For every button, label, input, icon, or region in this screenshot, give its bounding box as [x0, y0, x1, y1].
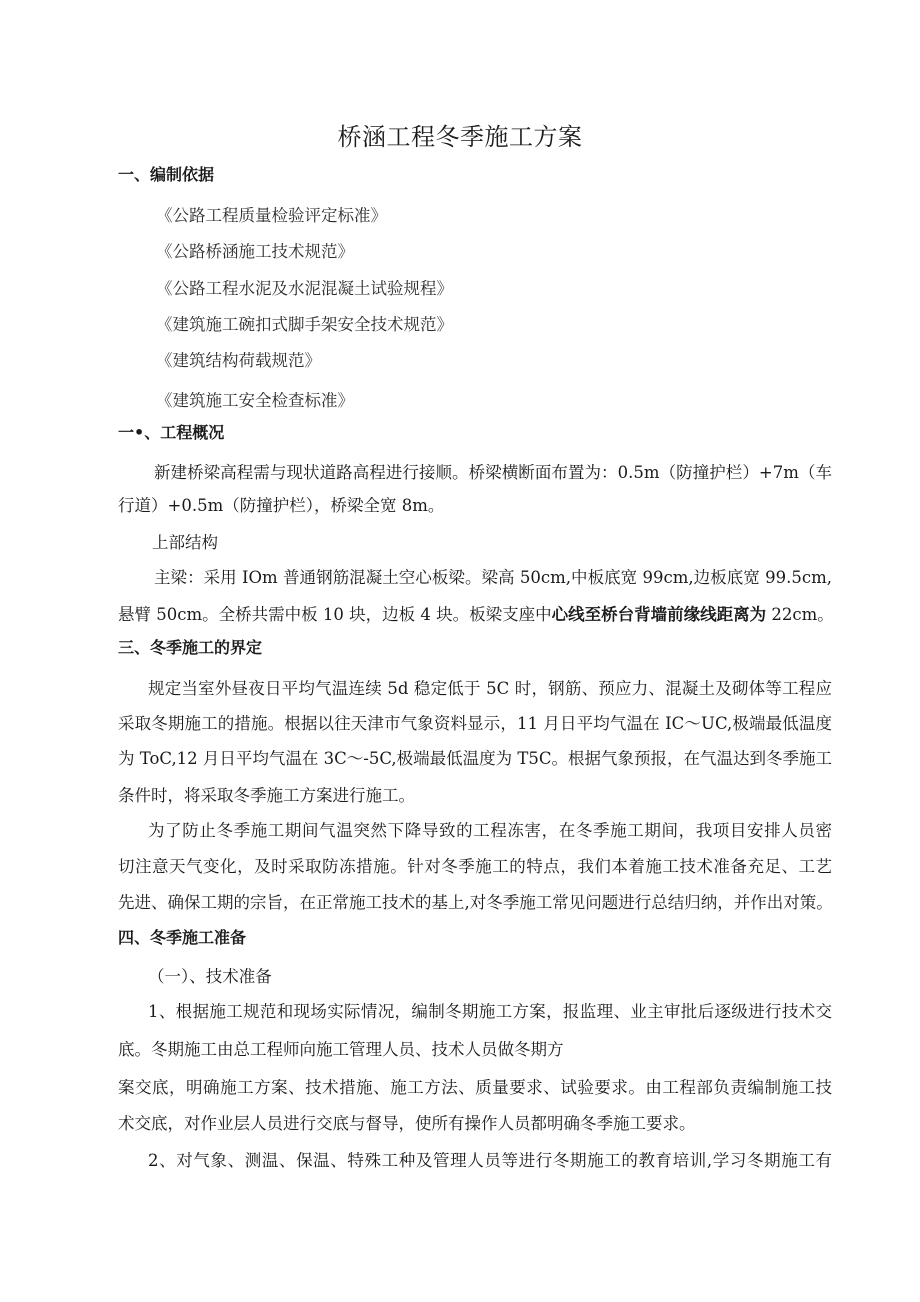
paragraph-line: 术交底，对作业层人员进行交底与督导，使所有操作人员都明确冬季施工要求。: [118, 1114, 696, 1133]
paragraph-line: 规定当室外昼夜日平均气温连续 5d 稳定低于 5C 时，钢筋、预应力、混凝土及砌体等工程应: [148, 679, 832, 698]
paragraph-text: 悬臂 50cm。全桥共需中板 10 块，边板 4 块。板梁支座中: [118, 605, 552, 624]
section-heading-definition: 三、冬季施工的界定: [118, 638, 263, 657]
reference-item: 《建筑施工安全检查标准》: [156, 391, 354, 410]
paragraph-text: 22cm。: [766, 605, 834, 624]
paragraph-line: 采取冬期施工的措施。根据以往天津市气象资料显示，11 月日平均气温在 IC～UC,极端最低温度: [118, 714, 832, 733]
sub-heading-upper-structure: 上部结构: [152, 533, 218, 552]
paragraph-line: 1、根据施工规范和现场实际情况，编制冬期施工方案，报监理、业主审批后逐级进行技术交: [148, 1002, 832, 1021]
paragraph-line: 条件时，将采取冬季施工方案进行施工。: [118, 786, 415, 805]
paragraph-line: 先进、确保工期的宗旨，在正常施工技术的基上,对冬季施工常见问题进行总结归纳，并作出对策。: [118, 893, 833, 912]
paragraph-line: 新建桥梁高程需与现状道路高程进行接顺。桥梁横断面布置为：0.5m（防撞护栏）+7m（车: [154, 463, 832, 482]
reference-item: 《建筑结构荷载规范》: [156, 351, 321, 370]
paragraph-line: 切注意天气变化，及时采取防冻措施。针对冬季施工的特点，我们本着施工技术准备充足、工艺: [118, 857, 832, 876]
reference-item: 《公路工程水泥及水泥混凝土试验规程》: [156, 279, 453, 298]
section-heading-basis: 一、编制依据: [118, 165, 215, 184]
paragraph-line: 主梁：采用 IOm 普通钢筋混凝土空心板梁。梁高 50cm,中板底宽 99cm,边板底宽 99.5cm,: [154, 568, 832, 587]
paragraph-line: 为了防止冬季施工期间气温突然下降导致的工程冻害，在冬季施工期间，我项目安排人员密: [148, 821, 832, 840]
paragraph-line: [118, 604, 834, 626]
paragraph-line: 案交底，明确施工方案、技术措施、施工方法、质量要求、试验要求。由工程部负责编制施工技: [118, 1078, 832, 1097]
bold-text: 心线至桥台背墙前缘线距离为: [551, 605, 767, 624]
reference-item: 《建筑施工碗扣式脚手架安全技术规范》: [156, 315, 453, 334]
reference-item: 《公路桥涵施工技术规范》: [156, 242, 354, 261]
paragraph-line: 行道）+0.5m（防撞护栏），桥梁全宽 8m。: [118, 496, 445, 515]
document-title: 桥涵工程冬季施工方案: [337, 123, 583, 151]
section-heading-preparation: 四、冬季施工准备: [118, 928, 247, 947]
section-heading-overview: 一•、工程概况: [118, 423, 225, 442]
paragraph-line: 底。冬期施工由总工程师向施工管理人员、技术人员做冬期方: [118, 1040, 564, 1059]
reference-item: 《公路工程质量检验评定标准》: [156, 206, 387, 225]
paragraph-line: 为 ToC,12 月日平均气温在 3C～-5C,极端最低温度为 T5C。根据气象预报，在气温达到冬季施工: [118, 749, 833, 768]
sub-heading-technical-preparation: （一）、技术准备: [148, 967, 272, 986]
paragraph-line: 2、对气象、测温、保温、特殊工种及管理人员等进行冬期施工的教育培训,学习冬期施工有: [148, 1151, 832, 1170]
